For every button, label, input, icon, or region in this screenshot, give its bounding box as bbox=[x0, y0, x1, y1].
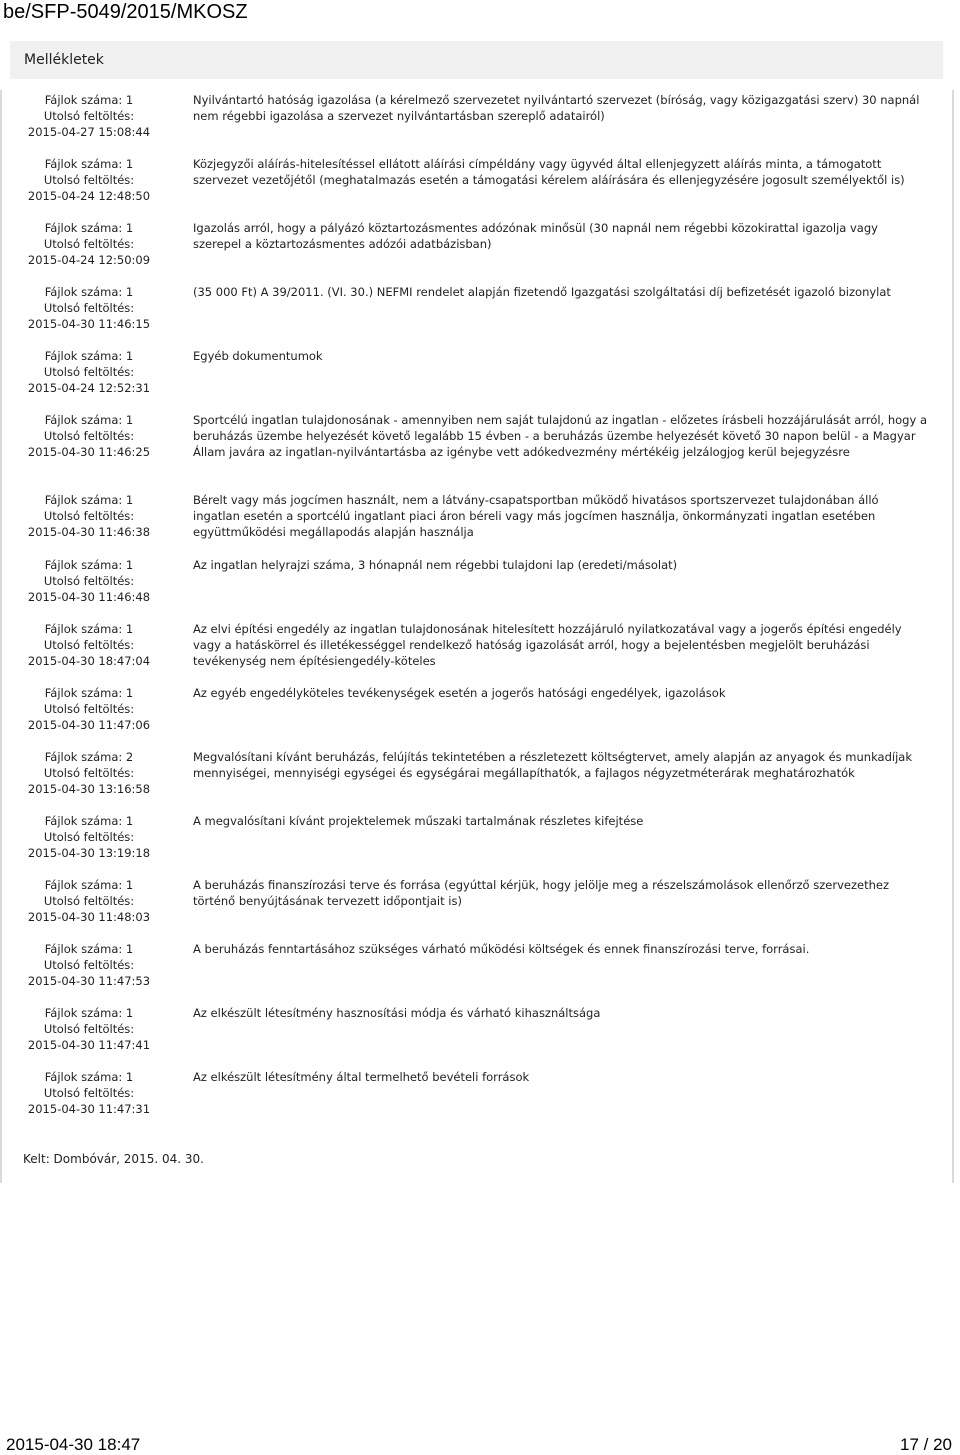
upload-label: Utolsó feltöltés: bbox=[43, 958, 135, 972]
attachment-description: Megvalósítani kívánt beruházás, felújítás tekintetében a részletezett költségtervet, amely alapján az anyagok és munkadíjak mennyiségei, mennyiségi egységei és egységárai megállapíthatók, a fajlagos négyzetméterárak meghatározhatók bbox=[193, 750, 912, 781]
attachment-description: Az elkészült létesítmény hasznosítási módja és várható kihasználtsága bbox=[193, 1006, 601, 1020]
upload-label: Utolsó feltöltés: bbox=[43, 830, 135, 844]
file-count: Fájlok száma: 1 bbox=[44, 814, 134, 828]
upload-label: Utolsó feltöltés: bbox=[43, 365, 135, 379]
attachment-meta bbox=[14, 220, 164, 268]
upload-label: Utolsó feltöltés: bbox=[43, 109, 135, 123]
file-count: Fájlok száma: 1 bbox=[44, 221, 134, 235]
footer-date: 2015-04-30 18:47 bbox=[6, 1435, 141, 1454]
attachment-meta bbox=[14, 941, 164, 989]
file-count: Fájlok száma: 1 bbox=[44, 349, 134, 363]
attachment-description: Egyéb dokumentumok bbox=[193, 349, 323, 363]
attachment-description: Nyilvántartó hatóság igazolása (a kérelmező szervezetet nyilvántartó szervezet (bíróság, vagy közigazgatási szerv) 30 napnál nem régebbi igazolása a szervezet nyilvántartásban szereplő adatairól) bbox=[193, 93, 920, 124]
file-count: Fájlok száma: 1 bbox=[44, 413, 134, 427]
file-count: Fájlok száma: 1 bbox=[44, 622, 134, 636]
attachment-description: A megvalósítani kívánt projektelemek műszaki tartalmának részletes kifejtése bbox=[193, 814, 644, 828]
attachment-description: A beruházás finanszírozási terve és forrása (egyúttal kérjük, hogy jelölje meg a részelszámolások ellenőrző szervezethez történő benyújtásának tervezett időpontjait is) bbox=[193, 878, 889, 909]
attachment-meta bbox=[14, 557, 164, 605]
attachment-description: Közjegyzői aláírás-hitelesítéssel ellátott aláírási címpéldány vagy ügyvéd által ellenjegyzett aláírás minta, a támogatott szervezet vezetőjétől (meghatalmazás esetén a támogatási kérelem aláírására és ellenjegyzésére jogosult személyektől is) bbox=[193, 157, 905, 188]
upload-timestamp: 2015-04-24 12:48:50 bbox=[27, 189, 151, 203]
upload-label: Utolsó feltöltés: bbox=[43, 237, 135, 251]
upload-label: Utolsó feltöltés: bbox=[43, 638, 135, 652]
upload-timestamp: 2015-04-30 18:47:04 bbox=[27, 654, 151, 668]
attachment-meta bbox=[14, 749, 164, 797]
upload-timestamp: 2015-04-30 11:47:31 bbox=[27, 1102, 151, 1116]
file-count: Fájlok száma: 1 bbox=[44, 157, 134, 171]
upload-label: Utolsó feltöltés: bbox=[43, 173, 135, 187]
section-title: Mellékletek bbox=[24, 52, 104, 68]
attachment-description: Az egyéb engedélyköteles tevékenységek esetén a jogerős hatósági engedélyek, igazolások bbox=[193, 686, 726, 700]
attachment-description: Az elkészült létesítmény által termelhető bevételi források bbox=[193, 1070, 530, 1084]
section-header bbox=[10, 41, 943, 79]
attachment-meta bbox=[14, 412, 164, 460]
attachment-description: (35 000 Ft) A 39/2011. (VI. 30.) NEFMI rendelet alapján fizetendő Igazgatási szolgáltatási díj befizetését igazoló bizonylat bbox=[193, 285, 891, 299]
upload-label: Utolsó feltöltés: bbox=[43, 301, 135, 315]
attachment-meta bbox=[14, 1069, 164, 1117]
document-id: be/SFP-5049/2015/MKOSZ bbox=[3, 1, 248, 23]
upload-timestamp: 2015-04-24 12:52:31 bbox=[27, 381, 151, 395]
attachment-meta bbox=[14, 685, 164, 733]
upload-timestamp: 2015-04-30 13:19:18 bbox=[27, 846, 151, 860]
upload-label: Utolsó feltöltés: bbox=[43, 429, 135, 443]
upload-timestamp: 2015-04-30 13:16:58 bbox=[27, 782, 151, 796]
attachment-meta bbox=[14, 621, 164, 669]
file-count: Fájlok száma: 1 bbox=[44, 93, 134, 107]
attachment-meta bbox=[14, 1005, 164, 1053]
attachment-meta bbox=[14, 284, 164, 332]
attachment-description: Sportcélú ingatlan tulajdonosának - amennyiben nem saját tulajdonú az ingatlan - előzetes írásbeli hozzájárulását arról, hogy a beruházás üzembe helyezését követő legalább 15 évben - a beruházás üzembe helyezését követő 30 napon belül - a Magyar Állam javára az ingatlan-nyilvántartásba az igénybe vett adókedvezmény mértékéig jelzálogjog kerül bejegyzésre bbox=[193, 413, 927, 460]
attachment-meta bbox=[14, 877, 164, 925]
upload-label: Utolsó feltöltés: bbox=[43, 766, 135, 780]
attachment-meta bbox=[14, 492, 164, 540]
upload-timestamp: 2015-04-30 11:47:06 bbox=[27, 718, 151, 732]
file-count: Fájlok száma: 1 bbox=[44, 942, 134, 956]
attachment-description: Az elvi építési engedély az ingatlan tulajdonosának hitelesített hozzájáruló nyilatkozatával vagy a jogerős építési engedély vagy a hatáskörrel és illetékességgel rendelkező hatóság igazolását arról, hogy a bejelentésben megjelölt beruházási tevékenység nem építésiengedély-köteles bbox=[193, 622, 902, 669]
upload-timestamp: 2015-04-27 15:08:44 bbox=[27, 125, 151, 139]
upload-timestamp: 2015-04-30 11:46:15 bbox=[27, 317, 151, 331]
file-count: Fájlok száma: 1 bbox=[44, 1006, 134, 1020]
file-count: Fájlok száma: 1 bbox=[44, 686, 134, 700]
attachment-description: Az ingatlan helyrajzi száma, 3 hónapnál nem régebbi tulajdoni lap (eredeti/másolat) bbox=[193, 558, 678, 572]
upload-timestamp: 2015-04-30 11:46:48 bbox=[27, 590, 151, 604]
upload-timestamp: 2015-04-30 11:48:03 bbox=[27, 910, 151, 924]
file-count: Fájlok száma: 2 bbox=[44, 750, 134, 764]
attachment-meta bbox=[14, 156, 164, 204]
signature-place-date: Kelt: Dombóvár, 2015. 04. 30. bbox=[23, 1152, 204, 1166]
upload-timestamp: 2015-04-30 11:46:25 bbox=[27, 445, 151, 459]
upload-timestamp: 2015-04-24 12:50:09 bbox=[27, 253, 151, 267]
file-count: Fájlok száma: 1 bbox=[44, 285, 134, 299]
upload-timestamp: 2015-04-30 11:46:38 bbox=[27, 525, 151, 539]
file-count: Fájlok száma: 1 bbox=[44, 1070, 134, 1084]
file-count: Fájlok száma: 1 bbox=[44, 878, 134, 892]
attachment-description: Igazolás arról, hogy a pályázó köztartozásmentes adózónak minősül (30 napnál nem régebbi közokirattal igazolja vagy szerepel a köztartozásmentes adózói adatbázisban) bbox=[193, 221, 878, 252]
file-count: Fájlok száma: 1 bbox=[44, 493, 134, 507]
upload-label: Utolsó feltöltés: bbox=[43, 702, 135, 716]
attachment-meta bbox=[14, 348, 164, 396]
panel-right-border bbox=[952, 90, 954, 1183]
upload-label: Utolsó feltöltés: bbox=[43, 509, 135, 523]
panel-left-border bbox=[0, 90, 2, 1183]
upload-label: Utolsó feltöltés: bbox=[43, 574, 135, 588]
attachment-meta bbox=[14, 92, 164, 140]
attachment-description: A beruházás fenntartásához szükséges várható működési költségek és ennek finanszírozási terve, forrásai. bbox=[193, 942, 810, 956]
upload-label: Utolsó feltöltés: bbox=[43, 1022, 135, 1036]
upload-timestamp: 2015-04-30 11:47:41 bbox=[27, 1038, 151, 1052]
upload-label: Utolsó feltöltés: bbox=[43, 1086, 135, 1100]
upload-label: Utolsó feltöltés: bbox=[43, 894, 135, 908]
page-number: 17 / 20 bbox=[900, 1435, 952, 1454]
attachment-meta bbox=[14, 813, 164, 861]
attachment-description: Bérelt vagy más jogcímen használt, nem a látvány-csapatsportban működő hivatásos sportszervezet tulajdonában álló ingatlan esetén a sportcélú ingatlant piaci áron béreli vagy más jogcímen használja, önkormányzati ingatlan esetében együttműködési megállapodás alapján használja bbox=[193, 493, 879, 540]
file-count: Fájlok száma: 1 bbox=[44, 558, 134, 572]
upload-timestamp: 2015-04-30 11:47:53 bbox=[27, 974, 151, 988]
